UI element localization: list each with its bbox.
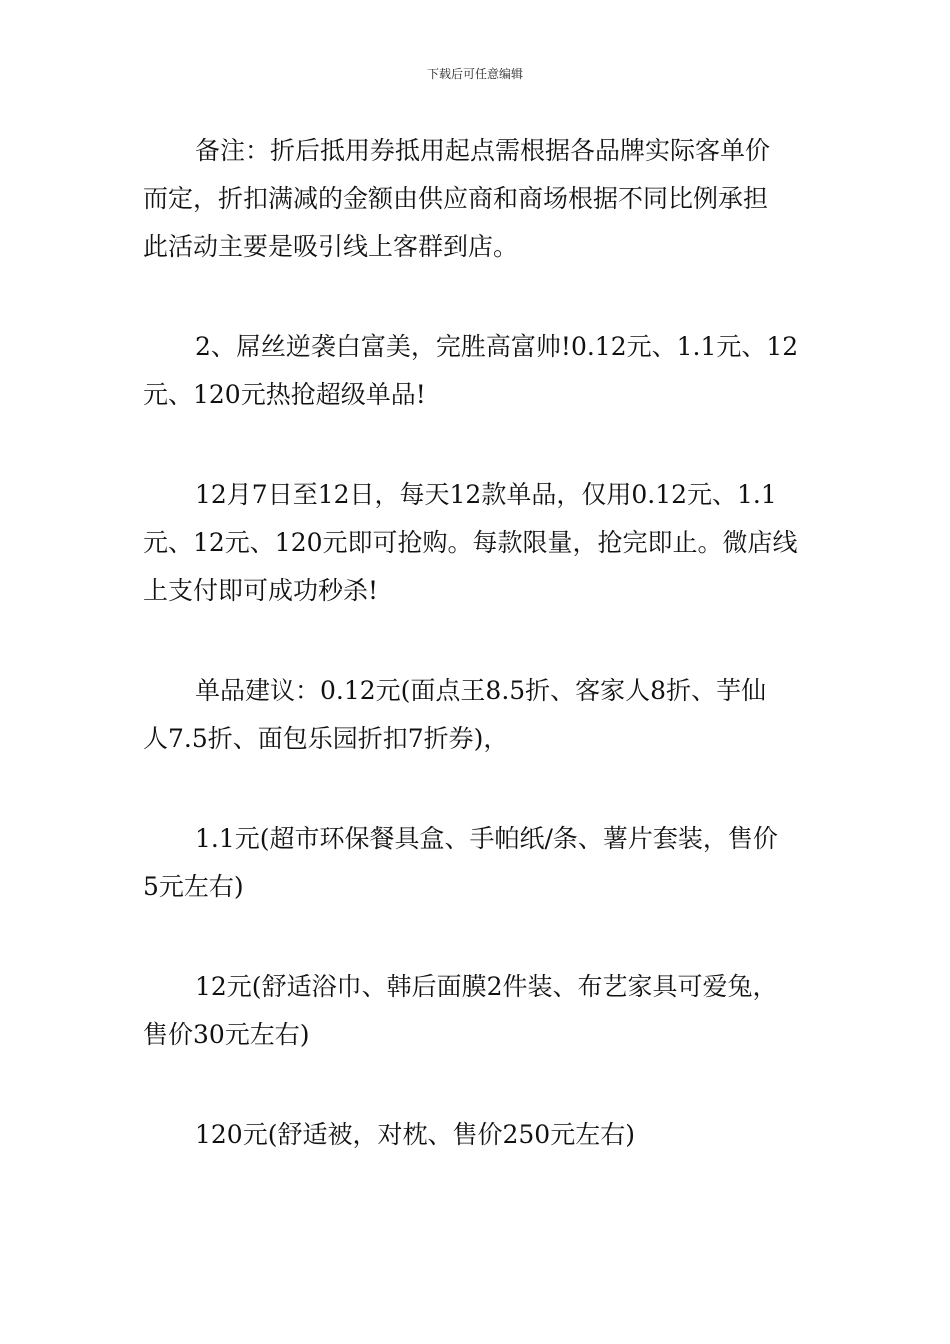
paragraph-price-120	[143, 1111, 813, 1159]
text-line: 2、屌丝逆袭白富美，完胜高富帅!0.12元、1.1元、12	[195, 332, 799, 361]
paragraph-spacer	[143, 271, 813, 323]
paragraph-item-2	[143, 323, 813, 419]
text-line: 5元左右)	[143, 872, 244, 901]
text-line: 售价30元左右)	[143, 1020, 310, 1049]
paragraph-spacer	[143, 419, 813, 471]
document-body	[143, 127, 813, 1159]
page-header: 下载后可任意编辑	[426, 67, 523, 81]
text-line: 12元(舒适浴巾、韩后面膜2件装、布艺家具可爱兔，	[195, 972, 778, 1001]
paragraph-note	[143, 127, 813, 271]
text-line: 人7.5折、面包乐园折扣7折券)，	[143, 724, 509, 753]
text-line: 此活动主要是吸引线上客群到店。	[143, 232, 519, 261]
text-line: 1.1元(超市环保餐具盒、手帕纸/条、薯片套装，售价	[195, 824, 778, 853]
paragraph-price-12	[143, 963, 813, 1059]
text-line: 上支付即可成功秒杀!	[143, 576, 379, 605]
text-line: 备注：折后抵用券抵用起点需根据各品牌实际客单价	[195, 136, 771, 165]
paragraph-suggestion	[143, 667, 813, 763]
paragraph-price-1-1	[143, 815, 813, 911]
paragraph-schedule	[143, 471, 813, 615]
paragraph-spacer	[143, 763, 813, 815]
text-line: 元、120元热抢超级单品!	[143, 380, 426, 409]
paragraph-spacer	[143, 911, 813, 963]
text-line: 单品建议：0.12元(面点王8.5折、客家人8折、芋仙	[195, 676, 767, 705]
paragraph-spacer	[143, 1059, 813, 1111]
text-line: 12月7日至12日，每天12款单品，仅用0.12元、1.1	[195, 480, 777, 509]
text-line: 而定，折扣满减的金额由供应商和商场根据不同比例承担	[143, 184, 769, 213]
paragraph-spacer	[143, 615, 813, 667]
text-line: 元、12元、120元即可抢购。每款限量，抢完即止。微店线	[143, 528, 798, 557]
text-line: 120元(舒适被，对枕、售价250元左右)	[195, 1120, 635, 1149]
